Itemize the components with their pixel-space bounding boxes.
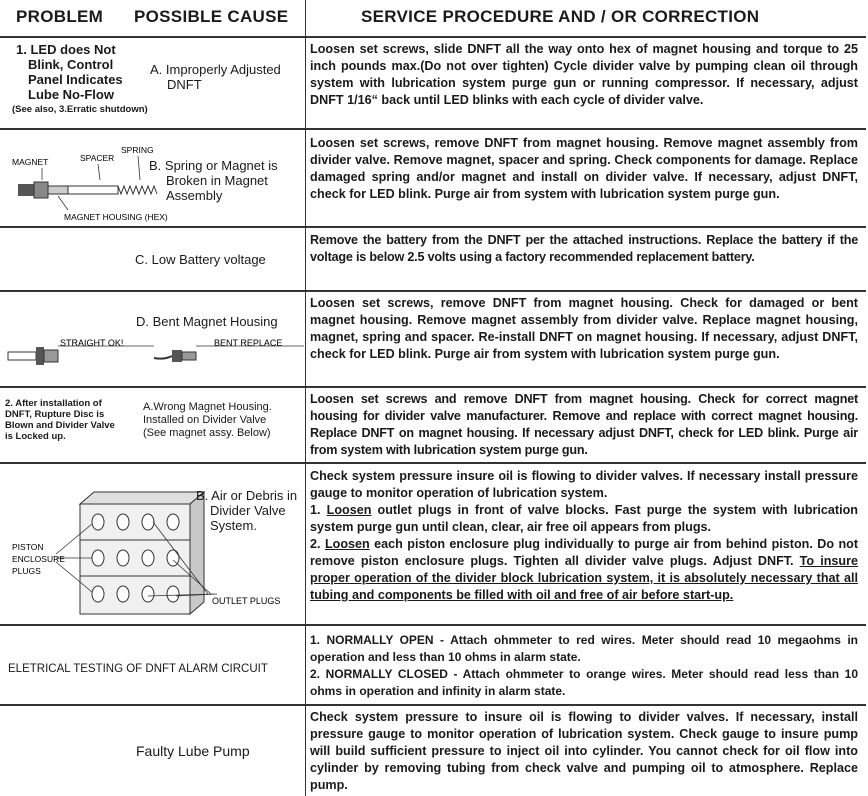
table-row bbox=[0, 130, 866, 228]
label-piston-1: PISTON bbox=[12, 542, 44, 552]
cause-text: Faulty Lube Pump bbox=[136, 743, 250, 759]
step-1-verb: Loosen bbox=[326, 503, 372, 517]
cause-line: (See magnet assy. Below) bbox=[143, 427, 271, 439]
problem-text bbox=[16, 42, 123, 102]
procedure-text: Check system pressure to insure oil is flowing to divider valves. If necessary, install pressure gauge to monitor operation of lubrication system. Check gauge to insure pump will build sufficient pressure to inject oil into cylinder. You cannot check for oil flow into cylinder by removing tubing from check valve and pumping oil to atmosphere. Replace pump. bbox=[310, 710, 858, 792]
label-piston-3: PLUGS bbox=[12, 566, 41, 576]
problem-note: (See also, 3.Erratic shutdown) bbox=[12, 104, 148, 115]
cause-line: B. Spring or Magnet is bbox=[149, 158, 278, 173]
table-row bbox=[0, 706, 866, 794]
problem-line: Lube No-Flow bbox=[28, 87, 114, 102]
cause-text bbox=[150, 62, 281, 92]
cause-text bbox=[149, 158, 278, 203]
problem-line: 2. After installation of bbox=[5, 398, 102, 409]
normally-closed-text: - Attach ohmmeter to orange wires. Meter should read less than 10 ohms in operation and infinity in alarm state. bbox=[310, 667, 859, 698]
bent-housing-diagram bbox=[4, 336, 306, 372]
problem-text bbox=[5, 398, 115, 442]
label-bent: BENT REPLACE bbox=[214, 338, 283, 348]
header-cause: POSSIBLE CAUSE bbox=[134, 7, 289, 26]
normally-open-title: 1. NORMALLY OPEN bbox=[310, 633, 434, 647]
table-row bbox=[0, 38, 866, 130]
label-spring: SPRING bbox=[121, 145, 154, 155]
header-problem: PROBLEM bbox=[16, 7, 104, 26]
header-procedure: SERVICE PROCEDURE AND / OR CORRECTION bbox=[361, 7, 760, 26]
label-spacer: SPACER bbox=[80, 153, 115, 163]
cause-text bbox=[143, 401, 272, 440]
problem-line: 1. LED does Not bbox=[16, 42, 116, 57]
problem-line: is Locked up. bbox=[5, 431, 66, 442]
step-1-number: 1. bbox=[310, 503, 321, 517]
normally-open-text: - Attach ohmmeter to red wires. Meter should read 10 megaohms in operation and less than 10 ohms in alarm state. bbox=[310, 633, 859, 664]
procedure-text: Loosen set screws and remove DNFT from magnet housing. Check for correct magnet housing for divider valve manufacturer. Remove and replace with correct magnet housing. Replace DNFT on magnet housing. If necessary adjust DNFT, check for LED blink. Purge air from system with lubrication system purge gun. bbox=[310, 392, 858, 457]
warning-text: To insure proper operation of the divider block lubrication system, it is absolutely necessary that all tubing and components be filled with oil and free of air before start-up. bbox=[310, 554, 858, 602]
cause-text: D. Bent Magnet Housing bbox=[136, 314, 278, 329]
label-magnet: MAGNET bbox=[12, 157, 49, 167]
table-row bbox=[0, 464, 866, 626]
procedure-text bbox=[310, 468, 858, 604]
procedure-text bbox=[310, 632, 858, 700]
cause-line: DNFT bbox=[167, 77, 202, 92]
cause-text: C. Low Battery voltage bbox=[135, 252, 266, 267]
cause-line: A.Wrong Magnet Housing. bbox=[143, 401, 272, 413]
cause-line: Assembly bbox=[166, 188, 223, 203]
table-row bbox=[0, 228, 866, 292]
step-2-verb: Loosen bbox=[324, 537, 370, 551]
cause-text bbox=[196, 488, 297, 533]
cause-line: Broken in Magnet bbox=[166, 173, 268, 188]
label-magnet-housing: MAGNET HOUSING (HEX) bbox=[64, 212, 168, 222]
label-straight: STRAIGHT OK! bbox=[60, 338, 124, 348]
procedure-text: Loosen set screws, remove DNFT from magnet housing. Remove magnet assembly from divider valve. Remove magnet, spacer and spring. Check components for damage. Replace damaged spring and/or magnet and install on divider valve. If necessary, adjust DNFT, check for LED blink. Purge air from system with lubrication system purge gun. bbox=[310, 136, 858, 201]
problem-line: Panel Indicates bbox=[28, 72, 123, 87]
step-2-text: each piston enclosure plug individually to purge air from behind piston. Do not remove piston enclosure plugs. Tighten all divider valve plugs. bbox=[310, 537, 859, 568]
procedure-text: Remove the battery from the DNFT per the attached instructions. Replace the battery if the voltage is below 2.5 volts using a factory recommended replacement battery. bbox=[310, 233, 858, 264]
table-row bbox=[0, 626, 866, 706]
problem-line: Blink, Control bbox=[28, 57, 114, 72]
step-1-text: outlet plugs in front of valve blocks. Fast purge the system with lubrication system purge gun until clean, clear, air free oil appears from plugs. bbox=[310, 503, 858, 534]
cause-line: Divider Valve bbox=[210, 503, 286, 518]
step-2-number: 2. bbox=[310, 537, 321, 551]
procedure-text: Loosen set screws, slide DNFT all the way onto hex of magnet housing and torque to 25 inch pounds max.(Do not over tighten) Cycle divider valve by pumping clean oil through system with lubrication system purge gun or running compressor. If necessary, adjust DNFT 1/16“ back until LED blinks with each cycle of divider valve. bbox=[310, 42, 858, 107]
normally-closed-title: 2. NORMALLY CLOSED bbox=[310, 667, 448, 681]
problem-line: DNFT, Rupture Disc is bbox=[5, 409, 105, 420]
cause-line: A. Improperly Adjusted bbox=[150, 62, 281, 77]
label-piston-2: ENCLOSURE bbox=[12, 554, 65, 564]
cause-text: ELETRICAL TESTING OF DNFT ALARM CIRCUIT bbox=[8, 663, 268, 675]
table-row bbox=[0, 292, 866, 388]
table-row bbox=[0, 388, 866, 464]
procedure-intro: Check system pressure insure oil is flowing to divider valves. If necessary install pressure gauge to monitor operation of lubrication system. bbox=[310, 469, 858, 500]
adjust-text: Adjust DNFT. bbox=[712, 554, 794, 568]
label-outlet: OUTLET PLUGS bbox=[212, 596, 281, 606]
cause-line: System. bbox=[210, 518, 257, 533]
problem-line: Blown and Divider Valve bbox=[5, 420, 115, 431]
table-header bbox=[0, 0, 866, 38]
cause-line: Installed on Divider Valve bbox=[143, 414, 267, 426]
cause-line: B. Air or Debris in bbox=[196, 488, 298, 503]
procedure-text: Loosen set screws, remove DNFT from magnet housing. Check for damaged or bent magnet housing. Remove magnet assembly from divider valve. Replace magnet housing, magnet, spring and spacer. Re-install DNFT on magnet housing. If necessary, adjust DNFT, check for LED blink. Purge air from system with lubrication system purge gun. bbox=[310, 296, 858, 361]
